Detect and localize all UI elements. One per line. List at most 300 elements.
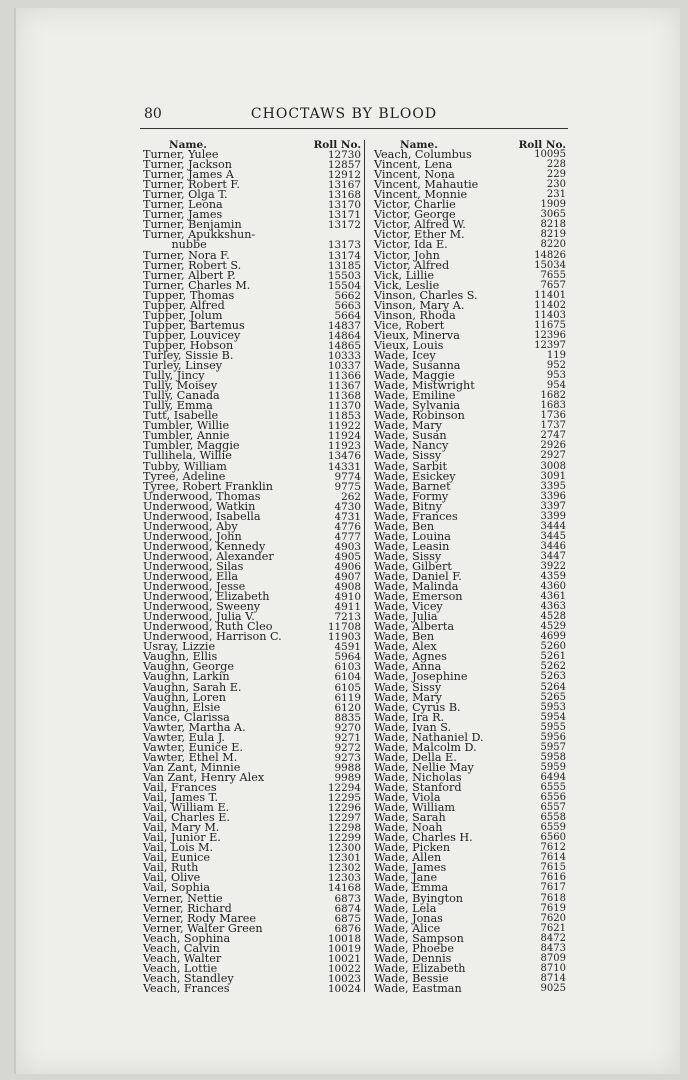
entry-roll-number: 13171 — [327, 209, 361, 222]
entry-roll-number: 5263 — [540, 671, 566, 683]
entry-name: Wade, Susanna — [374, 359, 461, 373]
entry-roll-number: 3395 — [540, 480, 566, 492]
page-number: 80 — [144, 106, 162, 122]
entry-roll-number: 9774 — [334, 470, 361, 483]
entry-roll-number: 10019 — [327, 942, 361, 955]
entry-roll-number: 10337 — [327, 360, 361, 373]
entry-name: Veach, Sophina — [143, 931, 231, 945]
entry-name: Vail, Ruth — [143, 861, 199, 875]
entry-roll-number: 3065 — [540, 209, 566, 221]
entry-roll-number: 6103 — [334, 661, 361, 674]
entry-roll-number: 15034 — [534, 259, 566, 271]
entry-name: Underwood, Sweeny — [143, 600, 261, 614]
name-header: Name. — [169, 139, 207, 151]
entry-name: Vieux, Minerva — [374, 328, 460, 342]
entry-roll-number: 11853 — [327, 410, 361, 423]
entry-name: Vinson, Rhoda — [374, 308, 456, 322]
entry-roll-number: 6559 — [540, 822, 566, 834]
entry-roll-number: 6555 — [540, 782, 566, 793]
entry-name: Vice, Robert — [374, 318, 445, 332]
entry-name: Vail, Eunice — [143, 851, 211, 865]
entry-name: Wade, Sissy — [374, 549, 442, 563]
entry-roll-number: 4777 — [334, 530, 361, 543]
entry-roll-number: 4360 — [540, 581, 566, 593]
entry-name: Wade, Formy — [374, 489, 449, 503]
entry-name: Wade, Robinson — [374, 409, 465, 423]
entry-name: Wade, Icey — [374, 348, 436, 362]
entry-name: Turner, Jackson — [143, 158, 232, 172]
entry-roll-number: 228 — [546, 159, 566, 171]
entry-name: Vaughn, Ellis — [143, 650, 218, 664]
entry-roll-number: 262 — [341, 490, 361, 503]
entry-roll-number: 4361 — [540, 591, 566, 603]
entry-roll-number: 4910 — [334, 591, 361, 604]
entry-name: Underwood, Ruth Cleo — [143, 620, 273, 634]
entry-roll-number: 8835 — [334, 711, 361, 724]
entry-name: Wade, Anna — [374, 660, 442, 674]
header-rule — [140, 128, 568, 129]
entry-roll-number: 8714 — [540, 972, 566, 984]
entry-roll-number: 8220 — [540, 239, 566, 251]
entry-name: Van Zant, Minnie — [143, 760, 241, 774]
entry-name: Underwood, Jesse — [143, 580, 246, 594]
entry-roll-number: 7617 — [540, 882, 566, 894]
entry-name: Wade, William — [374, 801, 455, 815]
entry-roll-number: 1682 — [540, 390, 566, 402]
entry-name: Veach, Frances — [143, 981, 230, 995]
entry-roll-number: 5953 — [540, 701, 566, 713]
entry-roll-number: 11401 — [534, 289, 566, 301]
entry-roll-number: 7621 — [540, 922, 566, 934]
entry-name: Turner, Nora F. — [143, 248, 230, 262]
entry-roll-number: 5964 — [334, 651, 361, 664]
entry-roll-number: 6560 — [540, 832, 566, 844]
entry-roll-number: 11924 — [327, 430, 361, 443]
entry-name: Wade, Noah — [374, 821, 443, 835]
entry-roll-number: 7615 — [540, 862, 566, 874]
entry-roll-number: 14826 — [534, 249, 566, 261]
entry-roll-number: 230 — [546, 179, 566, 191]
entry-name: Vail, Charles E. — [143, 811, 230, 825]
entry-roll-number: 5264 — [540, 681, 566, 693]
entry-name: Underwood, Julia V. — [143, 610, 255, 624]
entry-roll-number: 11370 — [327, 400, 361, 413]
entry-roll-number: 12298 — [327, 822, 361, 835]
entry-name: Victor, Alfred W. — [374, 218, 466, 232]
entry-roll-number: 13173 — [327, 239, 361, 252]
entry-roll-number: 952 — [546, 360, 566, 372]
entry-name: Wade, Phoebe — [374, 941, 454, 955]
entry-roll-number: 4907 — [334, 571, 361, 584]
entry-roll-number: 11367 — [327, 380, 361, 393]
entry-roll-number: 7616 — [540, 872, 566, 884]
entry-name: Victor, Ether M. — [374, 228, 465, 242]
entry-roll-number: 12296 — [327, 802, 361, 815]
entry-name: Vincent, Monnie — [374, 188, 468, 202]
entry-roll-number: 1683 — [540, 400, 566, 412]
entry-roll-number: 14864 — [327, 329, 361, 342]
entry-name: Wade, Viola — [374, 791, 441, 805]
entry-name: Vail, Junior E. — [143, 831, 221, 845]
entry-name: Vick, Lillie — [374, 268, 434, 282]
entry-roll-number: 3397 — [540, 500, 566, 512]
entry-name: Tully, Jincy — [143, 369, 205, 383]
entry-roll-number: 9989 — [334, 771, 361, 784]
entry-roll-number: 229 — [546, 169, 566, 181]
entry-name: Turner, Charles M. — [143, 278, 251, 292]
entry-roll-number: 9775 — [334, 480, 361, 493]
entry-name: Tupper, Alfred — [143, 298, 225, 312]
entry-roll-number: 119 — [546, 349, 566, 361]
entry-name: Tully, Emma — [143, 399, 213, 413]
entry-name: Wade, Allen — [374, 851, 442, 865]
roll-header: Roll No. — [313, 139, 361, 151]
entry-name: Wade, Emiline — [374, 389, 456, 403]
entry-name: Vincent, Mahautie — [374, 178, 479, 192]
entry-name: Vance, Clarissa — [143, 710, 230, 724]
entry-name: Wade, Ivan S. — [374, 720, 452, 734]
entry-name: Tutt, Isabelle — [143, 409, 219, 423]
entry-name: Tyree, Adeline — [143, 469, 226, 483]
entry-roll-number: 4529 — [540, 621, 566, 633]
entry-roll-number: 5663 — [334, 299, 361, 312]
entry-roll-number: 231 — [546, 189, 566, 201]
entry-name: Tullihela, Willie — [143, 449, 232, 463]
entry-roll-number: 10024 — [327, 982, 361, 995]
entry-name: Wade, Malinda — [374, 580, 459, 594]
entry-name: Wade, Esickey — [374, 469, 456, 483]
entry-name: Underwood, Harrison C. — [143, 630, 282, 644]
entry-name: Usray, Lizzie — [143, 640, 216, 654]
entry-roll-number: 1736 — [540, 410, 566, 422]
right-column — [374, 140, 566, 994]
entry-roll-number: 12303 — [327, 872, 361, 885]
entry-name: Wade, Nicholas — [374, 770, 462, 784]
entry-roll-number: 12294 — [327, 782, 361, 794]
entry-name: Turley, Sissie B. — [143, 348, 234, 362]
entry-name: Wade, Mistwright — [374, 379, 475, 393]
entry-roll-number: 1737 — [540, 420, 566, 432]
entry-roll-number: 8473 — [540, 942, 566, 954]
entry-name: Vail, Sophia — [143, 881, 211, 895]
entry-roll-number: 2747 — [540, 430, 566, 442]
entry-name: Vail, Mary M. — [143, 821, 220, 835]
entry-name: Tumbler, Maggie — [143, 439, 240, 453]
entry-roll-number: 6558 — [540, 812, 566, 824]
entry-roll-number: 5957 — [540, 741, 566, 753]
entry-roll-number: 12297 — [327, 812, 361, 825]
entry-name: Wade, Charles H. — [374, 831, 473, 845]
entry-name: Vail, Lois M. — [143, 841, 214, 855]
entry-roll-number: 6120 — [334, 701, 361, 714]
entry-roll-number: 11903 — [327, 631, 361, 644]
entry-roll-number: 5955 — [540, 721, 566, 733]
entry-roll-number: 9025 — [540, 982, 566, 994]
entry-name: Tupper, Bartemus — [143, 318, 245, 332]
page-title: CHOCTAWS BY BLOOD — [250, 106, 438, 122]
entry-name: Wade, Alice — [374, 921, 441, 935]
entry-roll-number: 6557 — [540, 802, 566, 814]
entry-roll-number: 9988 — [334, 761, 361, 774]
entry-name: Tupper, Thomas — [143, 288, 235, 302]
entry-roll-number: 12300 — [327, 842, 361, 855]
entry-roll-number: 6104 — [334, 671, 361, 684]
entry-name: Van Zant, Henry Alex — [143, 770, 265, 784]
entry-name: Vieux, Louis — [374, 338, 444, 352]
entry-name: Underwood, Ella — [143, 570, 239, 584]
entry-name: Wade, Eastman — [374, 981, 462, 995]
entry-roll-number: 12857 — [327, 159, 361, 172]
entry-name: Vawter, Ethel M. — [143, 750, 238, 764]
entry-roll-number: 5265 — [540, 691, 566, 703]
entry-name: Underwood, Kennedy — [143, 539, 266, 553]
entry-name: Vincent, Lena — [374, 158, 453, 172]
entry-name: Underwood, Aby — [143, 519, 238, 533]
entry-roll-number: 11675 — [534, 319, 566, 331]
entry-name: Veach, Columbus — [374, 148, 472, 162]
entry-name: Wade, Byington — [374, 891, 464, 905]
entry-name: Wade, Julia — [374, 610, 438, 624]
entry-roll-number: 3399 — [540, 510, 566, 522]
entry-roll-number: 15503 — [327, 269, 361, 282]
entry-name: Verner, Richard — [143, 901, 232, 915]
entry-name: Wade, Stanford — [374, 781, 462, 794]
entry-name: Wade, Agnes — [374, 650, 447, 664]
entry-roll-number: 11708 — [327, 621, 361, 634]
entry-name: Tumbler, Willie — [143, 419, 230, 433]
entry-roll-number: 5261 — [540, 651, 566, 663]
entry-name: Verner, Rody Maree — [143, 911, 256, 925]
left-column — [143, 140, 361, 994]
entry-name: Wade, Dennis — [374, 951, 452, 965]
entry-name: Wade, Josephine — [374, 670, 468, 684]
entry-name: Underwood, Isabella — [143, 509, 261, 523]
entry-name: Victor, Ida E. — [374, 238, 448, 252]
entry-name: Wade, Jane — [374, 871, 438, 885]
entry-name: Wade, Sissy — [374, 680, 442, 694]
entry-name: Veach, Lottie — [143, 961, 218, 975]
entry-roll-number: 11368 — [327, 390, 361, 403]
entry-roll-number: 6119 — [334, 691, 361, 704]
entry-name: Wade, Ben — [374, 519, 435, 533]
entry-name: Wade, Ira R. — [374, 710, 445, 724]
entry-roll-number: 6876 — [334, 922, 361, 935]
entry-name: Wade, Alex — [374, 640, 437, 654]
entry-name: Turner, Benjamin — [143, 218, 242, 232]
entry-name: Wade, Daniel F. — [374, 570, 462, 584]
entry-name: Vail, William E. — [143, 801, 230, 815]
entry-name: Turner, Apukkshun- — [143, 228, 256, 242]
entry-roll-number: 954 — [546, 380, 566, 392]
entry-roll-number: 10021 — [327, 952, 361, 965]
entry-name: Wade, Emerson — [374, 590, 463, 604]
entry-roll-number: 11366 — [327, 370, 361, 383]
entry-name: Wade, Sissy — [374, 449, 442, 463]
entry-name: Wade, Nancy — [374, 439, 449, 453]
entry-name: Tupper, Louvicey — [143, 328, 241, 342]
entry-roll-number: 2927 — [540, 450, 566, 462]
entry-name: Wade, Nellie May — [374, 760, 474, 774]
entry-name: Underwood, Watkin — [143, 499, 256, 513]
entry-name: Vaughn, Larkin — [143, 670, 230, 684]
entry-name: Vail, Olive — [143, 871, 201, 885]
entry-roll-number: 7620 — [540, 912, 566, 924]
entry-name: Vawter, Eunice E. — [143, 740, 243, 754]
entry-roll-number: 5262 — [540, 661, 566, 673]
entry-roll-number: 1909 — [540, 199, 566, 211]
entry-roll-number: 4359 — [540, 571, 566, 583]
entry-name: Wade, Bessie — [374, 971, 449, 985]
roll-entry — [143, 981, 361, 995]
entry-roll-number: 3091 — [540, 470, 566, 482]
entry-roll-number: 10018 — [327, 932, 361, 945]
entry-name: Wade, Alberta — [374, 620, 455, 634]
entry-name: Underwood, Elizabeth — [143, 590, 270, 604]
entry-name: Wade, Maggie — [374, 369, 455, 383]
entry-name: Turner, James A — [143, 168, 234, 182]
entry-name: Wade, Louina — [374, 529, 451, 543]
entry-roll-number: 7612 — [540, 842, 566, 854]
entry-name: nubbe — [143, 238, 207, 252]
entry-roll-number: 12299 — [327, 832, 361, 845]
entry-roll-number: 12295 — [327, 792, 361, 805]
entry-roll-number: 12301 — [327, 852, 361, 865]
entry-name: Tupper, Hobson — [143, 338, 234, 352]
entry-roll-number: 8710 — [540, 962, 566, 974]
entry-name: Vaughn, Elsie — [143, 700, 221, 714]
entry-roll-number: 12396 — [534, 329, 566, 341]
entry-name: Wade, Mary — [374, 690, 442, 704]
entry-roll-number: 13172 — [327, 219, 361, 232]
entry-roll-number: 7614 — [540, 852, 566, 864]
entry-roll-number: 10095 — [534, 149, 566, 161]
entry-name: Vawter, Martha A. — [143, 720, 246, 734]
entry-name: Wade, Jonas — [374, 911, 443, 925]
entry-name: Turner, Albert P. — [143, 268, 236, 282]
entry-name: Wade, Ben — [374, 630, 435, 644]
entry-name: Tubby, William — [143, 459, 227, 473]
entry-roll-number: 13174 — [327, 249, 361, 262]
entry-name: Wade, Barnet — [374, 479, 451, 493]
entry-roll-number: 13170 — [327, 199, 361, 212]
roll-header: Roll No. — [518, 139, 566, 151]
entry-name: Underwood, Alexander — [143, 549, 274, 563]
entry-roll-number: 3444 — [540, 520, 566, 532]
entry-name: Turner, Leona — [143, 198, 223, 212]
entry-roll-number: 14168 — [327, 882, 361, 895]
entry-roll-number: 10023 — [327, 972, 361, 985]
entry-name: Verner, Nettie — [143, 891, 223, 905]
entry-name: Wade, Della E. — [374, 750, 457, 764]
entry-roll-number: 12912 — [327, 169, 361, 182]
entry-roll-number: 6105 — [334, 681, 361, 694]
entry-roll-number: 5260 — [540, 641, 566, 653]
entry-roll-number: 5959 — [540, 761, 566, 773]
entry-name: Veach, Standley — [143, 971, 234, 985]
entry-name: Tully, Moisey — [143, 379, 218, 393]
entry-name: Vincent, Nona — [374, 168, 455, 182]
entry-roll-number: 14865 — [327, 339, 361, 352]
entry-roll-number: 5956 — [540, 731, 566, 743]
entry-roll-number: 11402 — [534, 299, 566, 311]
entry-roll-number: 4906 — [334, 560, 361, 573]
entry-name: Turley, Linsey — [143, 359, 223, 373]
entry-roll-number: 5664 — [334, 309, 361, 322]
entry-roll-number: 12302 — [327, 862, 361, 875]
entry-name: Turner, Robert F. — [143, 178, 240, 192]
entry-roll-number: 13168 — [327, 189, 361, 202]
entry-roll-number: 3447 — [540, 550, 566, 562]
entry-roll-number: 3008 — [540, 460, 566, 472]
entry-roll-number: 4731 — [334, 510, 361, 523]
entry-name: Wade, Vicey — [374, 600, 443, 614]
entry-name: Wade, Malcolm D. — [374, 740, 477, 754]
entry-roll-number: 3922 — [540, 560, 566, 572]
entry-roll-number: 4730 — [334, 500, 361, 513]
entry-roll-number: 13185 — [327, 259, 361, 272]
entry-roll-number: 4699 — [540, 631, 566, 643]
entry-name: Turner, Robert S. — [143, 258, 242, 272]
entry-name: Tyree, Robert Franklin — [143, 479, 273, 493]
entry-name: Wade, Sampson — [374, 931, 464, 945]
entry-roll-number: 7619 — [540, 902, 566, 914]
entry-name: Wade, Emma — [374, 881, 449, 895]
entry-name: Vail, James T. — [143, 791, 219, 805]
entry-name: Wade, Lela — [374, 901, 437, 915]
entry-name: Vinson, Charles S. — [374, 288, 478, 302]
entry-roll-number: 2926 — [540, 440, 566, 452]
entry-roll-number: 9273 — [334, 751, 361, 764]
entry-roll-number: 11403 — [534, 309, 566, 321]
entry-name: Vawter, Eula J. — [143, 730, 225, 744]
entry-roll-number: 4908 — [334, 581, 361, 594]
entry-name: Turner, Olga T. — [143, 188, 228, 202]
entry-name: Turner, James — [143, 208, 223, 222]
entry-roll-number: 3446 — [540, 540, 566, 552]
entry-roll-number: 4528 — [540, 611, 566, 623]
entry-roll-number: 4911 — [334, 601, 361, 614]
entry-roll-number: 4776 — [334, 520, 361, 533]
entry-name: Vick, Leslie — [374, 278, 440, 292]
entry-name: Vaughn, George — [143, 660, 235, 674]
entry-name: Wade, Cyrus B. — [374, 700, 461, 714]
entry-roll-number: 6873 — [334, 892, 361, 905]
entry-roll-number: 13476 — [327, 450, 361, 463]
entry-name: Underwood, Thomas — [143, 489, 261, 503]
entry-roll-number: 15504 — [327, 279, 361, 292]
entry-roll-number: 10022 — [327, 962, 361, 975]
entry-name: Victor, George — [374, 208, 456, 222]
entry-name: Vail, Frances — [143, 781, 217, 794]
entry-name: Veach, Calvin — [143, 941, 220, 955]
entry-roll-number: 3396 — [540, 490, 566, 502]
entry-roll-number: 14331 — [327, 460, 361, 473]
entry-roll-number: 11923 — [327, 440, 361, 453]
entry-roll-number: 8218 — [540, 219, 566, 231]
entry-name: Victor, John — [374, 248, 440, 262]
entry-roll-number: 7618 — [540, 892, 566, 904]
entry-roll-number: 8472 — [540, 932, 566, 944]
entry-name: Tupper, Jolum — [143, 308, 223, 322]
entry-roll-number: 13167 — [327, 179, 361, 192]
entry-roll-number: 8219 — [540, 229, 566, 241]
entry-roll-number: 5958 — [540, 751, 566, 763]
entry-roll-number: 5954 — [540, 711, 566, 723]
entry-roll-number: 9272 — [334, 741, 361, 754]
entry-roll-number: 7655 — [540, 269, 566, 281]
entry-roll-number: 6494 — [540, 771, 566, 783]
entry-name: Wade, Sarah — [374, 811, 446, 825]
